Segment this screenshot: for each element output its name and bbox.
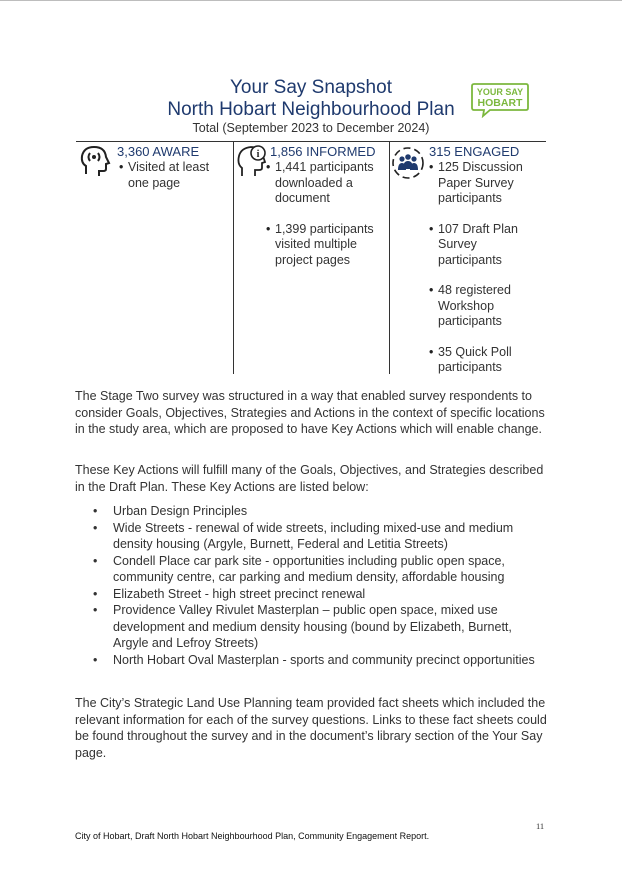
list-item: • 48 registered Workshop participants	[429, 283, 541, 330]
list-item: • Elizabeth Street - high street precinct renewal	[93, 586, 549, 603]
group-cycle-icon	[391, 144, 425, 180]
list-item: • 35 Quick Poll participants	[429, 345, 541, 376]
paragraph-stage-two: The Stage Two survey was structured in a way that enabled survey respondents to consider Goals, Objectives, Strategies and Actions in the context of specific locations in the study area, which are proposed to have Key Actions which will enable change.	[75, 389, 545, 436]
key-actions-list	[93, 503, 549, 668]
paragraph-key-actions-intro: These Key Actions will fulfill many of the Goals, Objectives, and Strategies described in the Draft Plan. These Key Actions are listed below:	[75, 463, 544, 494]
list-item: • 1,441 participants downloaded a document	[266, 160, 384, 207]
svg-text:i: i	[256, 149, 260, 160]
engaged-heading: 315 ENGAGED	[429, 144, 520, 159]
logo-line-2: HOBART	[477, 97, 523, 109]
list-item: • 107 Draft Plan Survey participants	[429, 222, 541, 269]
list-item: • Visited at least one page	[119, 160, 227, 191]
aware-list	[119, 160, 227, 206]
listening-head-icon	[78, 144, 112, 180]
list-item: • Wide Streets - renewal of wide streets, including mixed-use and medium density housing (Argyle, Burnett, Federal and Letitia Streets)	[93, 520, 549, 553]
list-item: • Providence Valley Rivulet Masterplan – public open space, mixed use development and medium density housing (bound by Elizabeth, Burnett, Argyle and Lefroy Streets)	[93, 602, 549, 652]
snapshot-table	[76, 141, 546, 374]
page-subtitle: North Hobart Neighbourhood Plan	[167, 99, 455, 120]
footer-text: City of Hobart, Draft North Hobart Neighbourhood Plan, Community Engagement Report.	[75, 831, 430, 841]
list-item: • 125 Discussion Paper Survey participants	[429, 160, 541, 207]
list-item: • North Hobart Oval Masterplan - sports and community precinct opportunities	[93, 652, 549, 669]
informed-heading: 1,856 INFORMED	[270, 144, 376, 159]
logo-line-1: YOUR SAY	[476, 87, 524, 97]
reporting-period: Total (September 2023 to December 2024)	[192, 121, 430, 135]
paragraph-fact-sheets: The City’s Strategic Land Use Planning team provided fact sheets which included the relevant information for each of the survey questions. Links to these fact sheets could be found throughout the survey and in the document’s library section of the Your Say page.	[75, 696, 547, 760]
engaged-column	[389, 142, 546, 374]
page-title: Your Say Snapshot	[230, 77, 392, 98]
your-say-hobart-logo	[470, 82, 530, 118]
info-head-icon	[235, 144, 269, 180]
informed-column	[233, 142, 390, 374]
aware-heading: 3,360 AWARE	[117, 144, 200, 159]
page-number: 11	[536, 821, 545, 831]
list-item: • Urban Design Principles	[93, 503, 549, 520]
aware-column	[76, 142, 234, 374]
engaged-list	[429, 160, 541, 391]
informed-list	[266, 160, 384, 283]
list-item: • 1,399 participants visited multiple project pages	[266, 222, 384, 269]
list-item: • Condell Place car park site - opportunities including public open space, community centre, car parking and medium density, affordable housing	[93, 553, 549, 586]
page-top-border	[0, 0, 622, 1]
